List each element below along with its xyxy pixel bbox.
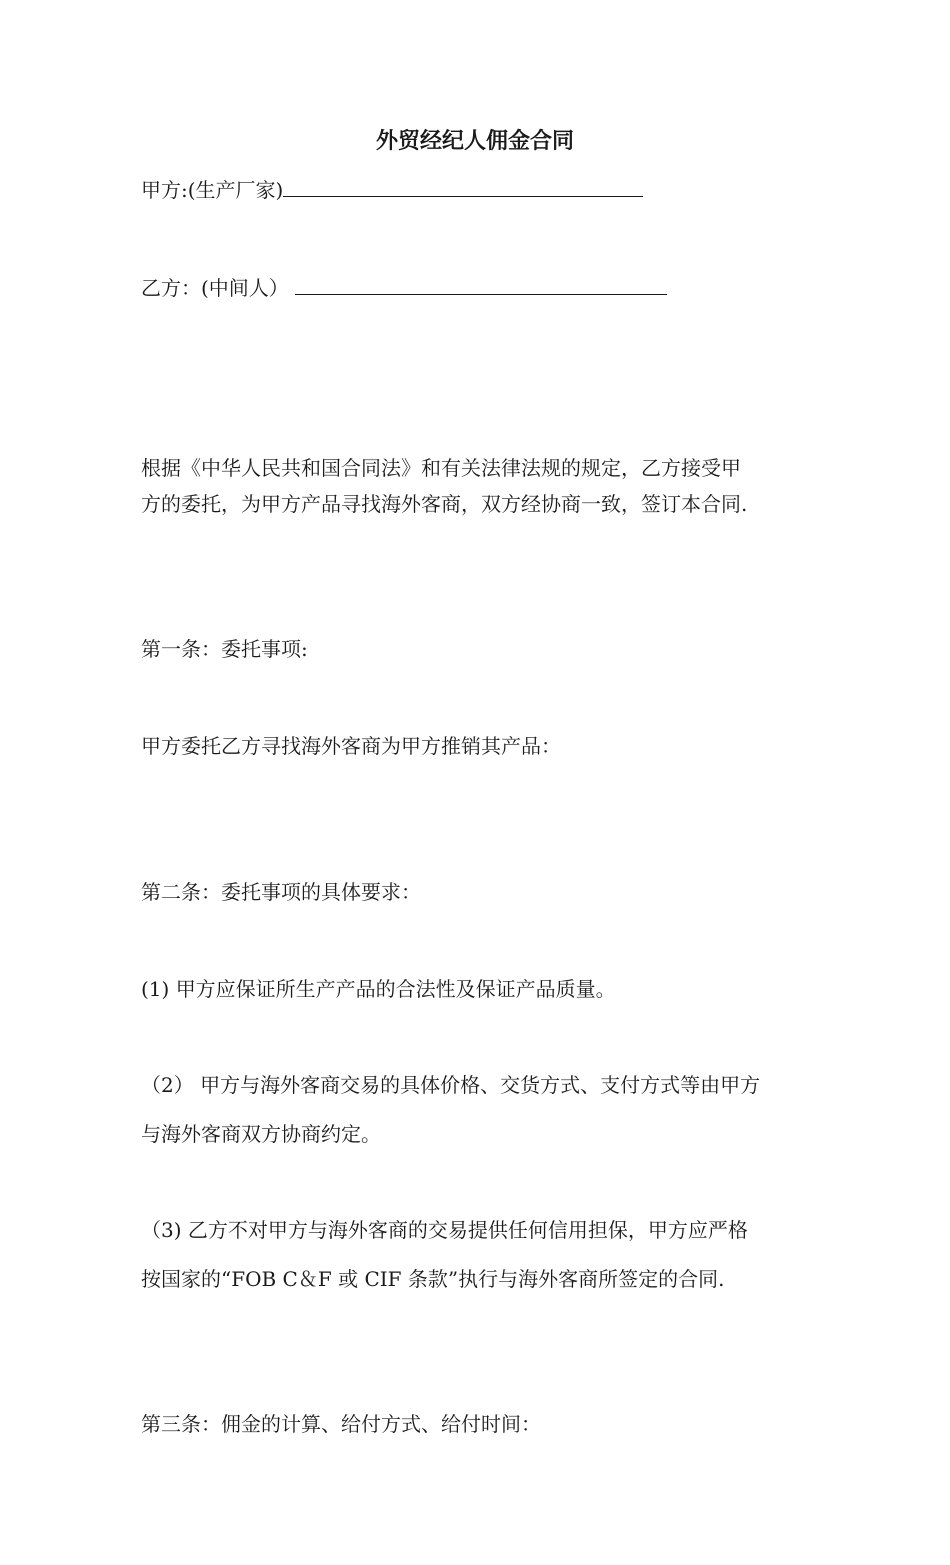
party-a-line: [141, 178, 821, 202]
article-2-heading: 第二条：委托事项的具体要求：: [141, 880, 421, 904]
article-1-body: 甲方委托乙方寻找海外客商为甲方推销其产品：: [141, 734, 561, 758]
article-2-item-2-line-2: 与海外客商双方协商约定。: [141, 1122, 381, 1146]
article-2-item-3-line-1: （3) 乙方不对甲方与海外客商的交易提供任何信用担保，甲方应严格: [141, 1218, 748, 1242]
party-b-line: [141, 276, 821, 300]
party-a-label: 甲方:(生产厂家): [141, 178, 284, 202]
article-2-item-2-line-1: （2） 甲方与海外客商交易的具体价格、交货方式、支付方式等由甲方: [141, 1073, 761, 1097]
party-b-label: 乙方：(中间人）: [141, 276, 289, 300]
article-1-heading: 第一条：委托事项:: [141, 637, 308, 661]
intro-paragraph-line-2: 方的委托，为甲方产品寻找海外客商，双方经协商一致，签订本合同.: [141, 492, 748, 516]
party-a-blank: [283, 178, 643, 197]
article-3-heading: 第三条：佣金的计算、给付方式、给付时间：: [141, 1412, 541, 1436]
article-2-item-1: (1) 甲方应保证所生产产品的合法性及保证产品质量。: [141, 977, 616, 1001]
party-b-blank: [295, 276, 667, 295]
document-title: 外贸经纪人佣金合同: [375, 128, 574, 154]
intro-paragraph-line-1: 根据《中华人民共和国合同法》和有关法律法规的规定，乙方接受甲: [141, 456, 741, 480]
article-2-item-3-line-2: 按国家的“FOB C＆F 或 CIF 条款”执行与海外客商所签定的合同.: [141, 1267, 725, 1291]
